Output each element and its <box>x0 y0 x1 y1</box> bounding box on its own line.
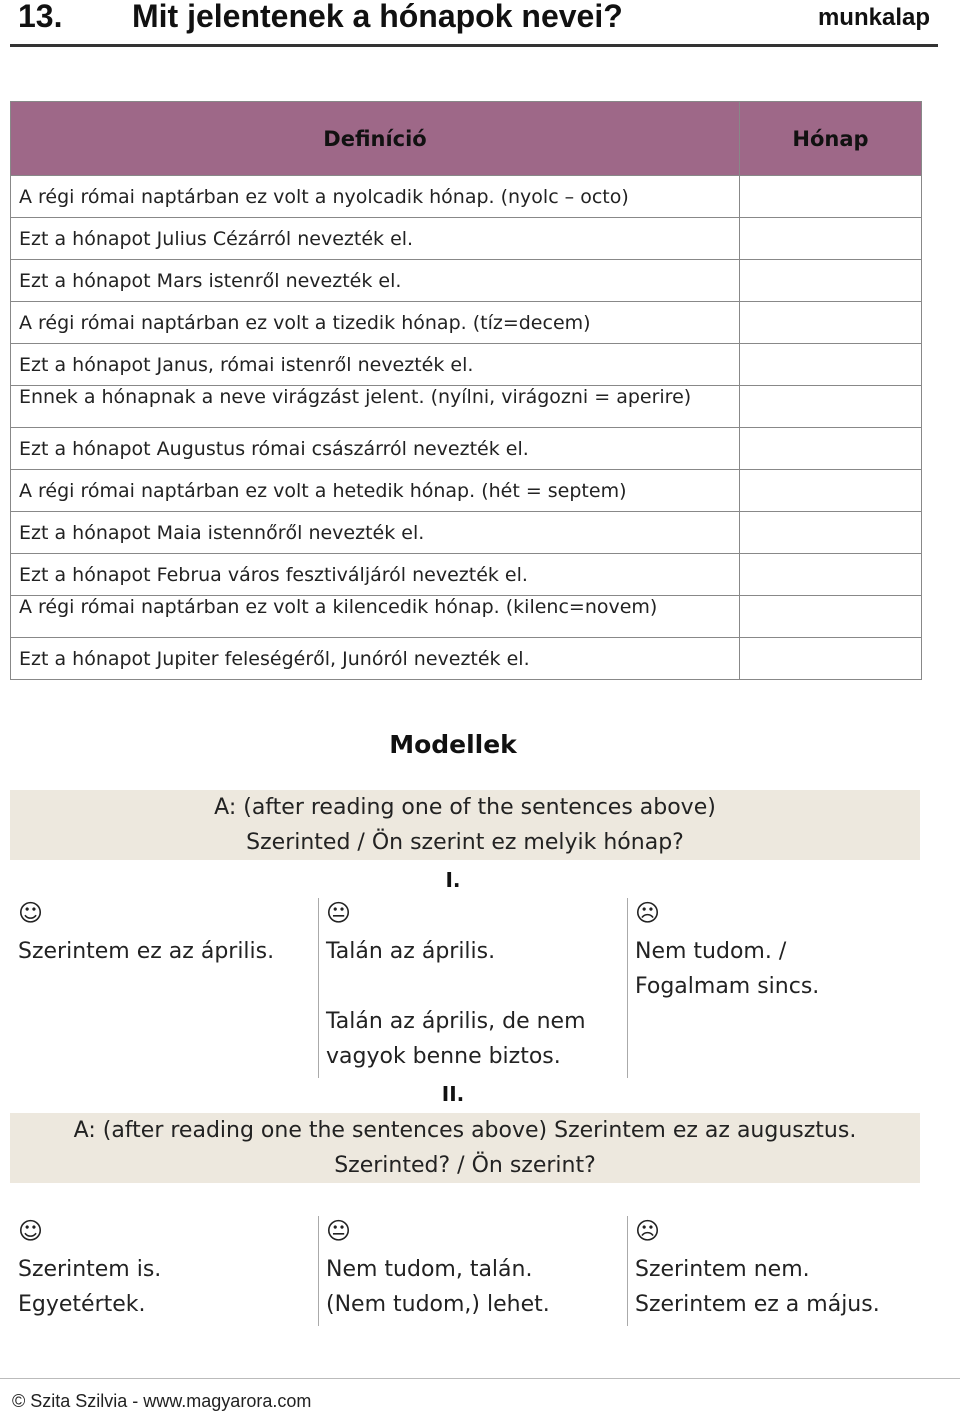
month-answer-cell[interactable] <box>740 344 922 386</box>
response-line: Szerintem is. <box>18 1257 162 1282</box>
response-column-negative <box>635 898 819 1004</box>
month-answer-cell[interactable] <box>740 512 922 554</box>
definitions-table <box>10 101 922 680</box>
month-answer-cell[interactable] <box>740 218 922 260</box>
response-line: Szerintem ez a május. <box>635 1292 880 1317</box>
smiley-face-icon: ☺ <box>18 1217 44 1245</box>
definition-cell: Ezt a hónapot Janus, római istenről nevezték el. <box>11 344 740 386</box>
month-answer-cell[interactable] <box>740 470 922 512</box>
neutral-face-icon: 😐 <box>326 1217 352 1245</box>
table-header-row <box>11 102 922 176</box>
definition-cell: Ezt a hónapot Augustus római császárról nevezték el. <box>11 428 740 470</box>
table-row <box>11 218 922 260</box>
prompt-line: A: (after reading one the sentences above) Szerintem ez az augusztus. <box>73 1118 857 1143</box>
response-column-neutral <box>326 898 586 1074</box>
column-divider <box>627 898 628 1078</box>
table-row <box>11 554 922 596</box>
table-row <box>11 428 922 470</box>
lesson-number: 13. <box>18 0 63 34</box>
table-row <box>11 344 922 386</box>
frowning-face-icon: ☹ <box>635 1217 661 1245</box>
response-column-positive <box>18 898 274 969</box>
definition-cell: A régi római naptárban ez volt a nyolcadik hónap. (nyolc – octo) <box>11 176 740 218</box>
column-divider <box>318 898 319 1078</box>
table-row <box>11 302 922 344</box>
response-line: Nem tudom, talán. <box>326 1257 533 1282</box>
definition-cell: A régi római naptárban ez volt a tizedik hónap. (tíz=decem) <box>11 302 740 344</box>
section-roman-2: II. <box>441 1082 465 1106</box>
definition-cell: Ennek a hónapnak a neve virágzást jelent. (nyílni, virágozni = aperire) <box>11 386 740 428</box>
response-line: Szerintem ez az április. <box>18 939 275 964</box>
response-line: Talán az április. <box>326 939 496 964</box>
month-answer-cell[interactable] <box>740 260 922 302</box>
definition-cell: A régi római naptárban ez volt a hetedik hónap. (hét = septem) <box>11 470 740 512</box>
smiley-face-icon: ☺ <box>18 899 44 927</box>
copyright-text: © Szita Szilvia - www.magyarora.com <box>12 1391 312 1411</box>
definition-cell: Ezt a hónapot Mars istenről nevezték el. <box>11 260 740 302</box>
neutral-face-icon: 😐 <box>326 899 352 927</box>
month-answer-cell[interactable] <box>740 176 922 218</box>
table-row <box>11 386 922 428</box>
definition-cell: Ezt a hónapot Jupiter feleségéről, Junóról nevezték el. <box>11 638 740 680</box>
response-column-negative <box>635 1216 880 1322</box>
column-divider <box>318 1216 319 1326</box>
response-line: Nem tudom. / <box>635 939 787 964</box>
table-row <box>11 638 922 680</box>
response-line: (Nem tudom,) lehet. <box>326 1292 550 1317</box>
definition-cell: Ezt a hónapot Maia istennőről nevezték el. <box>11 512 740 554</box>
month-answer-cell[interactable] <box>740 596 922 638</box>
table-row <box>11 176 922 218</box>
definition-cell: Ezt a hónapot Februa város fesztiváljáról nevezték el. <box>11 554 740 596</box>
response-column-neutral <box>326 1216 550 1322</box>
prompt-line: A: (after reading one of the sentences above) <box>214 795 716 820</box>
month-answer-cell[interactable] <box>740 302 922 344</box>
column-divider <box>627 1216 628 1326</box>
response-line: Fogalmam sincs. <box>635 974 820 999</box>
table-row <box>11 512 922 554</box>
model-prompt-band-1 <box>10 790 920 860</box>
header-month: Hónap <box>740 102 922 176</box>
worksheet-tag: munkalap <box>817 4 930 31</box>
month-answer-cell[interactable] <box>740 638 922 680</box>
models-title: Modellek <box>389 730 517 759</box>
response-line: vagyok benne biztos. <box>326 1044 561 1069</box>
table-row <box>11 260 922 302</box>
definition-cell: A régi római naptárban ez volt a kilencedik hónap. (kilenc=novem) <box>11 596 740 638</box>
frowning-face-icon: ☹ <box>635 899 661 927</box>
table-row <box>11 596 922 638</box>
prompt-line: Szerinted / Ön szerint ez melyik hónap? <box>246 830 684 855</box>
month-answer-cell[interactable] <box>740 428 922 470</box>
response-line: Egyetértek. <box>18 1292 146 1317</box>
response-column-positive <box>18 1216 161 1322</box>
month-answer-cell[interactable] <box>740 386 922 428</box>
section-roman-1: I. <box>445 868 461 892</box>
page-title: Mit jelentenek a hónapok nevei? <box>132 0 623 34</box>
table-row <box>11 470 922 512</box>
response-line: Szerintem nem. <box>635 1257 810 1282</box>
response-line <box>326 969 586 1004</box>
model-prompt-band-2 <box>10 1113 920 1183</box>
response-line: Talán az április, de nem <box>326 1009 586 1034</box>
definition-cell: Ezt a hónapot Julius Cézárról nevezték el. <box>11 218 740 260</box>
prompt-line: Szerinted? / Ön szerint? <box>334 1153 596 1178</box>
page-footer <box>0 1378 960 1411</box>
month-answer-cell[interactable] <box>740 554 922 596</box>
worksheet-header <box>10 0 938 47</box>
header-definition: Definíció <box>11 102 740 176</box>
